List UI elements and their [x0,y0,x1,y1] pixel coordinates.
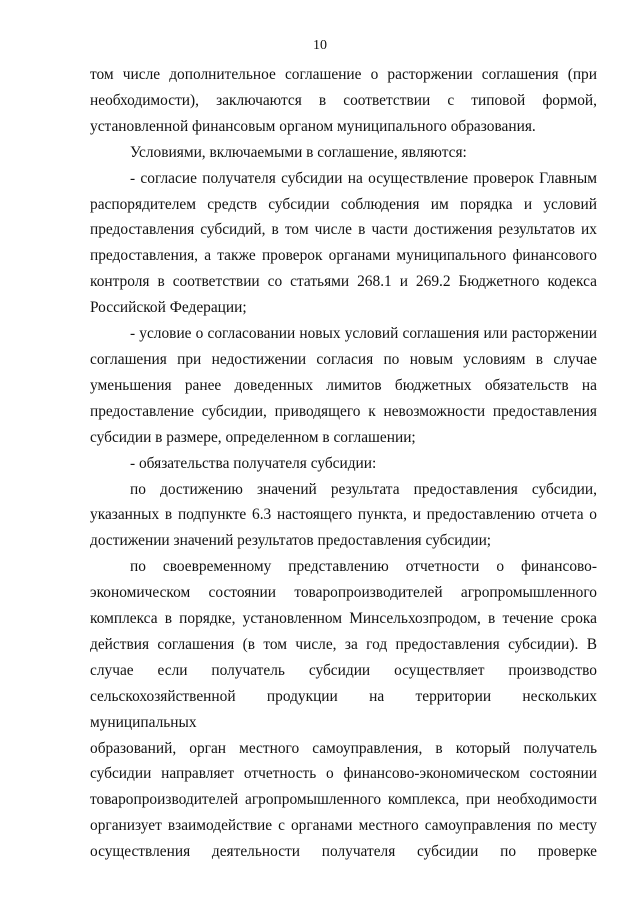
paragraph-line: товаропроизводителей агропромышленного комплекса, при необходимости [90,791,597,809]
paragraph-line: - согласие получателя субсидии на осуществление проверок Главным [130,169,597,187]
paragraph-line: по достижению значений результата предоставления субсидии, [130,480,597,498]
paragraph-line: необходимости), заключаются в соответствии с типовой формой, [90,91,597,109]
paragraph-line: достижении значений результатов предоставления субсидии; [90,532,492,550]
paragraph-line: - условие о согласовании новых условий соглашения или расторжении [130,325,597,343]
paragraph-line: уменьшения ранее доведенных лимитов бюджетных обязательств на [90,376,597,394]
paragraph-line: Российской Федерации; [90,299,247,317]
paragraph-line: комплекса в порядке, установленном Минсельхозпродом, в течение срока [90,610,597,628]
paragraph-line: предоставления субсидий, в том числе в части достижения результатов их [90,221,597,239]
paragraph-line: субсидии в размере, определенном в соглашении; [90,428,416,446]
paragraph-line: установленной финансовым органом муниципального образования. [90,117,536,135]
paragraph-line: контроля в соответствии со статьями 268.1 и 269.2 Бюджетного кодекса [90,273,597,291]
paragraph-line: соглашения при недостижении согласия по новым условиям в случае [90,350,597,368]
paragraph-line: предоставления, а также проверок органами муниципального финансового [90,247,597,265]
document-body [90,62,597,865]
paragraph-line: образований, орган местного самоуправления, в который получатель [90,739,597,757]
paragraph-line: сельскохозяйственной продукции на территории нескольких муниципальных [90,687,597,731]
paragraph-line: распорядителем средств субсидии соблюдения им порядка и условий [90,195,597,213]
paragraph-line: осуществления деятельности получателя субсидии по проверке [90,843,597,861]
page-number: 10 [313,38,327,53]
paragraph-line: организует взаимодействие с органами местного самоуправления по месту [90,817,597,835]
paragraph-line: по своевременному представлению отчетности о финансово- [130,558,597,576]
paragraph-line: - обязательства получателя субсидии: [130,454,377,472]
paragraph-line: экономическом состоянии товаропроизводителей агропромышленного [90,584,597,602]
paragraph-line: случае если получатель субсидии осуществляет производство [90,661,597,679]
paragraph-line: указанных в подпункте 6.3 настоящего пункта, и предоставлению отчета о [90,506,597,524]
paragraph-line: субсидии направляет отчетность о финансово-экономическом состоянии [90,765,597,783]
paragraph-line: действия соглашения (в том числе, за год предоставления субсидии). В [90,635,597,653]
paragraph-line: предоставление субсидии, приводящего к невозможности предоставления [90,402,597,420]
paragraph-line: том числе дополнительное соглашение о расторжении соглашения (при [90,66,597,83]
paragraph-line: Условиями, включаемыми в соглашение, являются: [130,143,467,161]
